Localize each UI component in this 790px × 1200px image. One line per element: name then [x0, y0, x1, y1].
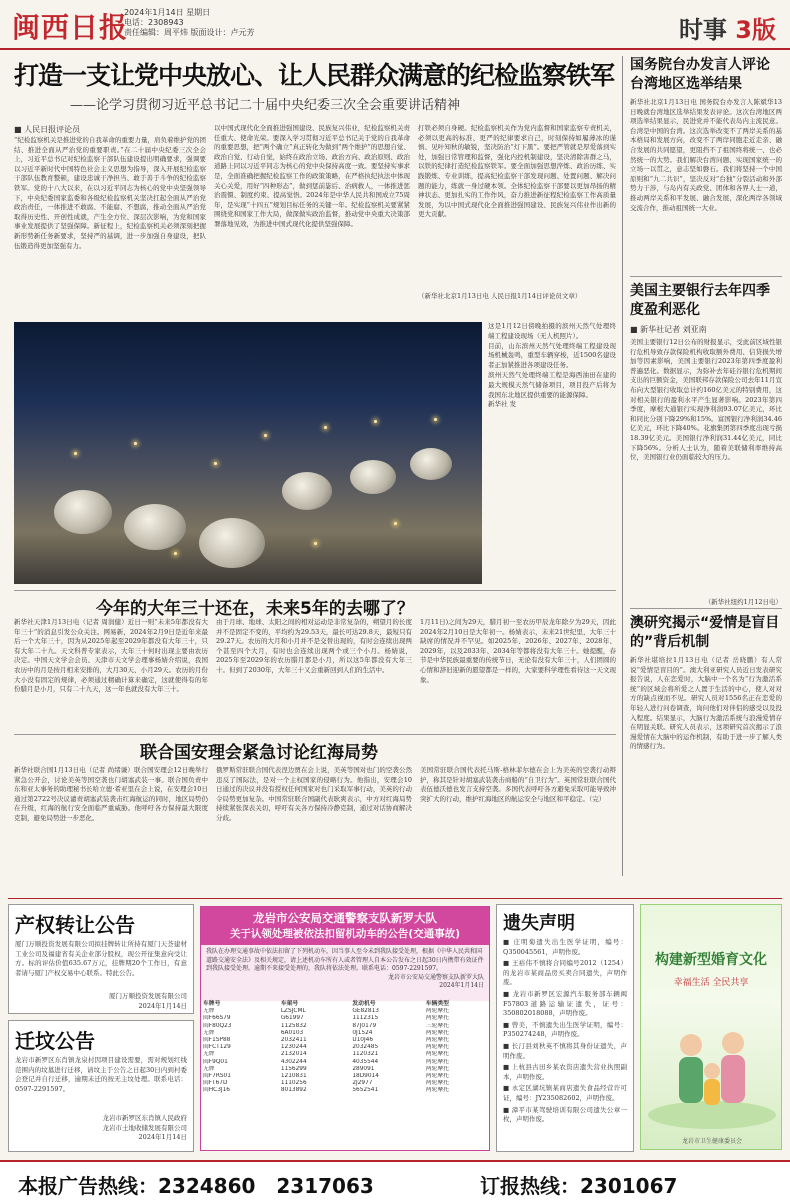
ad-hotline	[18, 1170, 374, 1199]
bank-source: （新华社纽约1月12日电）	[704, 598, 782, 606]
lost-notice-item: ■ 庄明菊遗失出生医学证明，编号：Q350045561，声明作废。	[503, 938, 627, 956]
un-headline: 联合国安理会紧急讨论红海局势	[140, 743, 378, 763]
vehicle-table-cell: 闽F66S79	[203, 1015, 231, 1022]
bank-headline: 美国主要银行去年四季度盈利恶化	[630, 283, 770, 318]
grave-ad-body: 龙岩市新罗区东肖镇龙泉村因项目建设需要，需对规划红线范围内的坟墓进行迁移，请坟主于公告之日起30日内到村委会登记并自行迁移，逾期未迁的按无主坟处理。联系电话：0597-2291597。	[15, 1056, 187, 1093]
col-header-plate: 车牌号	[203, 1001, 221, 1007]
taiwan-body: 新华社北京1月13日电 国务院台办发言人陈斌华13日晚就台湾地区选举结果发表评论。这次台湾地区两项选举结果显示，民进党并不能代表岛内主流民意。台湾是中国的台湾。这次选举改变不了两岸关系的基本格局和发展方向，改变不了两岸同胞走近走亲、融合发展的共同愿望，更阻挡不了祖国终将统一、也必然统一的大势。我们解决台湾问题、实现国家统一的立场一以贯之，意志坚如磐石。我们将坚持一个中国原则和“九二共识”，坚决反对“台独”分裂活动和外部势力干涉，与岛内有关政党、团体和各界人士一道，推动两岸关系和平发展、融合发展，深化两岸各领域交流合作，推动祖国统一大业。	[630, 98, 782, 212]
vehicle-table-cell: 无牌	[203, 1029, 215, 1036]
vehicle-table-row	[201, 1044, 489, 1051]
phone-number: 电话：2308943	[124, 18, 184, 27]
vehicle-table-cell: 无牌	[203, 1008, 215, 1015]
vehicle-table-row	[201, 1059, 489, 1066]
poster-footer: 龙岩市卫生健康委员会	[681, 1138, 742, 1145]
vehicle-table-cell: 两轮摩托	[425, 1044, 449, 1051]
vehicle-table-cell: LZSJCML	[280, 1008, 306, 1015]
vehicle-table-cell: 4302244	[280, 1058, 307, 1065]
vehicle-table-cell: 1120321	[352, 1051, 379, 1058]
lead-column-2: 以中国式现代化全面推进强国建设、民族复兴伟业，纪检监察机关责任重大、使命光荣。要深入学习贯彻习近平总书记关于党的自我革命的重要思想，把“两个确立”真正转化为做到“两个维护”的思想自觉、政治自觉、行动自觉，始终在政治立场、政治方向、政治原则、政治道路上同以习近平同志为核心的党中央保持高度一致。要坚持实事求是，全面准确把握纪检监察工作的政策策略，在严格执纪执法中体现关心关爱，用好“四种形态”，做到惩前毖后、治病救人，一体推进惩治震慑、制度约束、提高觉悟。2024年是中华人民共和国成立75周年，是实现“十四五”规划目标任务的关键一年。纪检监察机关要紧紧围绕党和国家工作大局，做深做实政治监督，推动党中央重大决策部署落地见效，为推进中国式现代化提供坚强保障。	[214, 124, 410, 228]
section-label	[679, 10, 776, 45]
lost-notice-item: ■ 长汀县刘秋英不慎将其身份证遗失，声明作废。	[503, 1041, 627, 1060]
vehicle-table-cell: 闽F80Q23	[203, 1022, 232, 1029]
vehicle-table-cell: 2J2977	[352, 1080, 373, 1087]
vehicle-table-cell: 两轮摩托	[425, 1029, 449, 1036]
lead-headline: 打造一支让党中央放心、让人民群众满意的纪检监察铁军	[14, 61, 615, 90]
column-divider	[622, 56, 623, 876]
lead-source: （新华社北京1月13日电 人民日报1月14日评论员文章）	[418, 292, 582, 300]
vehicle-table-cell: 1210831	[280, 1073, 307, 1080]
ad-hotline-number-1: 2324860	[158, 1174, 256, 1198]
lead-subhead: ——论学习贯彻习近平总书记二十届中央纪委三次全会重要讲话精神	[70, 98, 461, 113]
grave-ad-date: 2024年1月14日	[138, 1133, 187, 1142]
grave-relocation-ad	[8, 1020, 194, 1152]
love-headline: 澳研究揭示“爱情是盲目的”背后机制	[630, 615, 780, 650]
divider	[14, 590, 616, 591]
vehicle-table-cell: 2132014	[280, 1051, 307, 1058]
vehicle-table-cell: 两轮摩托	[425, 1037, 449, 1044]
lost-notice-item: ■ 龙岩市新罗区宏源汽车服务部车辆闽F57803道路运输证遗失，证号：350802018088，声明作废。	[503, 989, 627, 1018]
vehicle-table-cell: 两轮摩托	[425, 1087, 449, 1094]
vehicle-table-row	[201, 1087, 489, 1094]
masthead	[0, 0, 790, 50]
vehicle-table-cell: G61997	[280, 1015, 304, 1022]
vehicle-table-cell: 0J1524	[352, 1029, 373, 1036]
sub-hotline-label: 订报热线：	[480, 1174, 580, 1198]
editor-credits: 责任编辑：周平炜 版面设计：卢元芳	[124, 28, 255, 37]
lost-notice-ad	[496, 904, 634, 1152]
lead-column-3-wrap	[418, 124, 616, 318]
vehicle-table-cell: 无牌	[203, 1065, 215, 1072]
vehicle-table-cell: 18D9014	[352, 1073, 379, 1080]
vehicle-table-cell: 87J0179	[352, 1022, 377, 1029]
police-vehicle-notice	[200, 906, 490, 1151]
vehicle-table-cell: 6A0103	[280, 1029, 304, 1036]
lead-column-1: “纪检监察机关是推进党的自我革命的重要力量，肩负着维护党的团结、推进全面从严治党的重要职责。”在二十届中央纪委三次全会上，习近平总书记对纪检监察干部队伍建设提出明确要求，强调要以习近平新时代中国特色社会主义思想为指导，深入开展纪检监察干部队伍教育整顿，建设忠诚干净担当、敢于善于斗争的纪检监察铁军。党的十八大以来，在以习近平同志为核心的党中央坚强领导下，中央纪委国家监委和各级纪检监察机关坚决扛起全面从严治党政治责任，一体推进不敢腐、不能腐、不想腐，推动全面从严治党取得历史性、开创性成就，产生全方位、深层次影响，为党和国家事业发展提供了坚强保障。新征程上，纪检监察机关必须深刻把握新形势新任务新要求，坚持严的基调，进一步加强自身建设，把队伍锻造得更加坚强有力。	[14, 136, 206, 250]
vehicle-table-cell: 闽FT67D	[203, 1080, 228, 1087]
lead-byline: ■ 人民日报评论员	[14, 125, 81, 134]
vehicle-table-cell: 无牌	[203, 1051, 215, 1058]
sub-hotline-number: 2301067	[580, 1174, 678, 1198]
divider	[630, 608, 782, 609]
vehicle-table-cell: 两轮摩托	[425, 1080, 449, 1087]
property-transfer-ad	[8, 904, 194, 1014]
vehicle-table-cell: U10J46	[352, 1037, 374, 1044]
police-notice-title-1: 龙岩市公安局交通警察支队新罗大队	[253, 911, 437, 925]
vehicle-table-cell: 2032411	[280, 1037, 307, 1044]
love-body: 新华社堪培拉1月13日电（记者 岳晓鹏）有人常说“爱情是盲目的”。澳大利亚研究人员近日发表研究报告说，人在恋爱时，大脑中一个名为“行为激活系统”的区域会将所爱之人置于生活的中心，使人对对方的缺点视而不见。研究人员对1556名正在恋爱的年轻人进行问卷调查，询问他们对伴侣的感受以及投入程度。结果显示，大脑行为激活系统与浪漫爱情存在明显关联。研究人员表示，这项研究首次揭示了浪漫爱情在大脑中的运作机制，有助于进一步了解人类的情感行为。	[630, 656, 782, 751]
vehicle-table-cell: 闽F1SP88	[203, 1037, 231, 1044]
vehicle-table-row	[201, 1051, 489, 1058]
vehicle-table-cell: 两轮摩托	[425, 1051, 449, 1058]
bank-byline: ■ 新华社记者 刘亚南	[630, 325, 707, 334]
taiwan-headline: 国务院台办发言人评论台湾地区选举结果	[630, 57, 770, 92]
police-notice-title-2: 关于认领处理被依法扣留机动车的公告(交通事故)	[229, 928, 461, 940]
lost-notice-list	[503, 938, 627, 1152]
vehicle-table-cell: 1112315	[352, 1015, 379, 1022]
vehicle-table-cell: 1156299	[280, 1065, 307, 1072]
family-illustration	[641, 997, 782, 1137]
family-culture-poster	[640, 904, 782, 1150]
vehicle-table-cell: 闽F9Q01	[203, 1058, 228, 1065]
vehicle-table-row	[201, 1030, 489, 1037]
vehicle-table	[201, 1001, 489, 1095]
vehicle-table-cell: 两轮摩托	[425, 1065, 449, 1072]
vehicle-table-cell: 闽F7RS01	[203, 1073, 231, 1080]
vehicle-table-cell: 8013892	[280, 1087, 307, 1094]
issue-date: 2024年1月14日 星期日	[124, 8, 211, 17]
divider	[630, 276, 782, 277]
vehicle-table-cell: 1125832	[280, 1022, 307, 1029]
vehicle-table-row	[201, 1037, 489, 1044]
bank-body: 美国主要银行12日公布的财报显示，受此前区域性银行危机导致存款保险机构收取额外费用、信贷损失增加等因素影响，美国主要银行2023年第四季度盈利普遍恶化。数据显示，为弥补去年硅谷银行危机期间支出的巨额资金，美国联邦存款保险公司去年11月宣布向大型银行收取总计约160亿美元的特别费用，这对相关银行的盈利水平产生显著影响。2023年第四季度，摩根大通银行实现净利润93.07亿美元，环比和同比分别下降29%和15%。富国银行净利润34.46亿美元，环比下降40%。花旗集团第四季度出现亏损18.39亿美元。美国银行净利润31.44亿美元，同比下降56%。分析人士认为，随着美联储利率维持高位，美国银行业仍面临较大的压力。	[630, 338, 782, 462]
page-number: 3版	[735, 16, 776, 44]
footer-hotlines	[0, 1160, 790, 1200]
col-header-vin: 车架号	[280, 1001, 299, 1007]
vehicle-table-cell: 5652541	[352, 1087, 379, 1094]
un-column-1: 新华社联合国1月13日电（记者 尚绪谦）联合国安理会12日晚举行紧急公开会，讨论美英等国空袭也门胡塞武装一事。联合国负责中东和亚太事务的助理秘书长哈立德·希亚里在会上说，在安理会10日通过第2722号决议谴责胡塞武装袭击红海航运的同时，地区局势仍在升级，红海的航行安全面临严重威胁。他呼吁各方保持最大限度克制，避免局势进一步恶化。	[14, 766, 208, 822]
divider	[14, 734, 616, 735]
vehicle-table-cell: 1110256	[280, 1080, 307, 1087]
police-notice-header	[201, 907, 489, 945]
vehicle-table-row	[201, 1008, 489, 1015]
taiwan-article	[630, 56, 782, 276]
vehicle-table-cell: GE82813	[352, 1008, 379, 1015]
ad-hotline-label: 本报广告热线：	[18, 1174, 158, 1198]
vehicle-table-row	[201, 1015, 489, 1022]
vehicle-table-row	[201, 1066, 489, 1073]
subscription-hotline	[480, 1170, 677, 1199]
property-ad-signer: 厦门万顺投资发展有限公司	[109, 992, 187, 1000]
property-ad-date: 2024年1月14日	[138, 1001, 187, 1010]
newspaper-logo: 闽西日报	[12, 11, 129, 44]
vehicle-table-cell: 4035544	[352, 1058, 379, 1065]
un-column-3: 美国常驻联合国代表托马斯-格林菲尔德在会上为美英的空袭行动辩护，称其是针对胡塞武装袭击商船的“自卫行为”。英国常驻联合国代表伍德沃德也发言支持空袭。多国代表呼吁各方避免采取可能导致冲突扩大的行动，维护红海地区的航运安全与地区和平稳定。（完）	[420, 766, 616, 803]
lost-notice-item: ■ 漳平市某驾驶培训有限公司遗失公章一枚，声明作废。	[503, 1105, 627, 1124]
spring-column-1: 新华社天津1月13日电（记者 周润健）近日一则“未来5年都没有大年三十”的消息引发公众关注。网易新，2024年2月9日是近年来最后一个大年三十，因为从2025年起至2029年都没有大年三十，只有大年二十九。天文科普专家表示，大年三十何时出现主要由农历决定。中国天文学会会员、天津市天文学会理事杨婧介绍说，我国农历中的月是按月相来安排的，大月30天、小月29天。农历的月份大小没有固定的规律，必须通过精确计算来确定，这就使得有的年份腊月是小月，只有二十九天，这一年也就没有大年三十。	[14, 618, 208, 694]
vehicle-table-row	[201, 1080, 489, 1087]
vehicle-table-row	[201, 1073, 489, 1080]
bank-article	[630, 282, 782, 608]
spring-column-2: 由于月球、地球、太阳之间的相对运动是非常复杂的，朔望月的长度并不是固定不变的，平均约为29.53天，最长可达29.8天，最短只有29.27天。农历的大月和小月并不是交替出现的，有时会连续出现两个甚至四个大月，有时也会连续出现两个或三个小月。杨婧说，2025年至2029年的农历腊月都是小月，所以这5年都没有大年三十。但到了2030年，大年三十又会重新回到人们的生活中。	[216, 618, 412, 674]
vehicle-table-cell: 两轮摩托	[425, 1015, 449, 1022]
grave-ad-signer-1: 龙岩市新罗区东肖镇人民政府	[102, 1114, 187, 1122]
lng-terminal-photo	[14, 322, 482, 584]
vehicle-table-cell: 1230244	[280, 1044, 307, 1051]
vehicle-table-cell: 三轮摩托	[425, 1022, 449, 1029]
ads-divider	[8, 898, 782, 899]
ad-hotline-number-2: 2317063	[276, 1174, 374, 1198]
poster-title: 构建新型婚育文化	[655, 952, 767, 968]
masthead-meta	[124, 8, 255, 38]
section-name: 时事	[678, 16, 727, 44]
grave-ad-title: 迁坟公告	[15, 1029, 95, 1053]
property-ad-body: 厦门万顺投资发展有限公司拟挂牌转让所持有厦门天荟建材工业公司及福建省有关企业部分股权，现公开征集意向受让方。标的评估价值635.67万元，挂牌期20个工作日，有意者请与厦门产权交易中心联系。特此公告。	[15, 940, 187, 977]
spring-headline: 今年的大年三十还在，未来5年的去哪了？	[96, 599, 414, 619]
col-header-type: 车辆类型	[425, 1001, 449, 1007]
lost-notice-item: ■ 王裕伟不慎将合同编号2012（1254）的龙岩市某商品房买卖合同遗失，声明作废。	[503, 959, 627, 987]
lost-notice-item: ■ 永定区湖坑镇某商店遗失食品经营许可证，编号：JY235082602，声明作废。	[503, 1084, 627, 1102]
police-notice-date: 2024年1月14日	[439, 982, 484, 989]
police-notice-text	[201, 945, 489, 1001]
vehicle-table-cell: 289091	[352, 1065, 375, 1072]
police-notice-body: 我队在办理交通事故中依法扣留了下列机动车，因当事人至今未到我队接受处理，根据《中华人民共和国道路交通安全法》及相关规定，请上述机动车所有人或者管理人自本公告发布之日起30日内携带有效证件到我队接受处理。逾期不来接受处理的，我队将依法处理。联系电话：0597-2291597。	[206, 948, 484, 972]
lost-notice-title: 遗失声明	[503, 913, 575, 934]
property-ad-title: 产权转让公告	[15, 913, 135, 937]
spring-column-3: 1月11日)之间为29天，腊月初一至农历甲辰龙年除夕为29天，因此2024年2月10日是大年初一。杨婧表示，未来21世纪里，大年三十缺席的情况并不罕见。如2025年、2026年、2027年、2028年、2029年，以及2033年、2034年等都将没有大年三十。她提醒，春节是中华民族最重要的传统节日，无论有没有大年三十，人们团圆的心情和辞旧迎新的愿望都是一样的，大家要科学理性看待这一天文现象。	[420, 618, 616, 684]
vehicle-table-cell: 两轮摩托	[425, 1008, 449, 1015]
lost-notice-item: ■ 上杭县古田乡某农资店遗失营业执照副本，声明作废。	[503, 1063, 627, 1081]
grave-ad-signer-2: 龙岩市土地收储发展有限公司	[102, 1123, 187, 1132]
vehicle-table-cell: 两轮摩托	[425, 1058, 449, 1065]
col-header-engine: 发动机号	[352, 1001, 376, 1007]
vehicle-table-cell: 闽FCT129	[203, 1044, 231, 1051]
vehicle-table-header	[201, 1001, 489, 1008]
vehicle-table-cell: 两轮摩托	[425, 1073, 449, 1080]
police-notice-signer: 龙岩市公安局交通警察支队新罗大队	[387, 973, 484, 981]
vehicle-table-cell: 2032485	[352, 1044, 379, 1051]
lost-notice-item: ■ 曾美，不慎遗失出生医学证明，编号：P350274248，声明作废。	[503, 1020, 627, 1039]
vehicle-table-cell: 闽HC3J16	[203, 1087, 230, 1094]
photo-caption: 这是1月12日傍晚拍摄的滨州天然气处理终端工程建设现场（无人机照片）。 目前，山东滨州天然气处理终端工程建设现场机械轰鸣，重型车辆穿梭，近1500名建设者正加紧推进各项建设任务。 滨州天然气处理终端工程是海西油田在建的最大规模天然气储备项目，项目投产后将为我国东北地区提供重要的能源保障。 新华社 发	[488, 322, 616, 409]
vehicle-table-row	[201, 1023, 489, 1030]
lead-column-3: 打铁必须自身硬。纪检监察机关作为党内监督和国家监察专责机关，必须以更高的标准、更严的纪律要求自己，时刻保持如履薄冰的谨慎、见叶知秋的敏锐，坚决防治“灯下黑”。要把严管就是厚爱落到实处，加强日常管理和监督，强化内控机制建设，坚决清除害群之马，以铁的纪律打造纪检监察铁军。要全面加强思想淬炼、政治历练、实践锻炼、专业训练，提高纪检监察干部发现问题、处置问题、解决问题的能力，练就一身过硬本领。全体纪检监察干部要以更加昂扬的精神状态、更加扎实的工作作风，奋力推进新征程纪检监察工作高质量发展，为以中国式现代化全面推进强国建设、民族复兴伟业作出新的更大贡献。	[418, 124, 616, 219]
love-article	[630, 614, 782, 874]
un-column-2: 俄罗斯常驻联合国代表涅边贾在会上说，美英等国对也门的空袭公然违反了国际法，是对一个主权国家的侵略行为。他指出，安理会10日通过的决议并没有授权任何国家对也门采取军事行动，美英的行动令局势更加复杂。中国常驻联合国副代表耿爽表示，中方对红海局势持续紧张深表关切，呼吁有关各方保持冷静克制，通过对话协商解决分歧。	[216, 766, 412, 822]
poster-slogan: 幸福生活 全民共享	[673, 978, 749, 988]
